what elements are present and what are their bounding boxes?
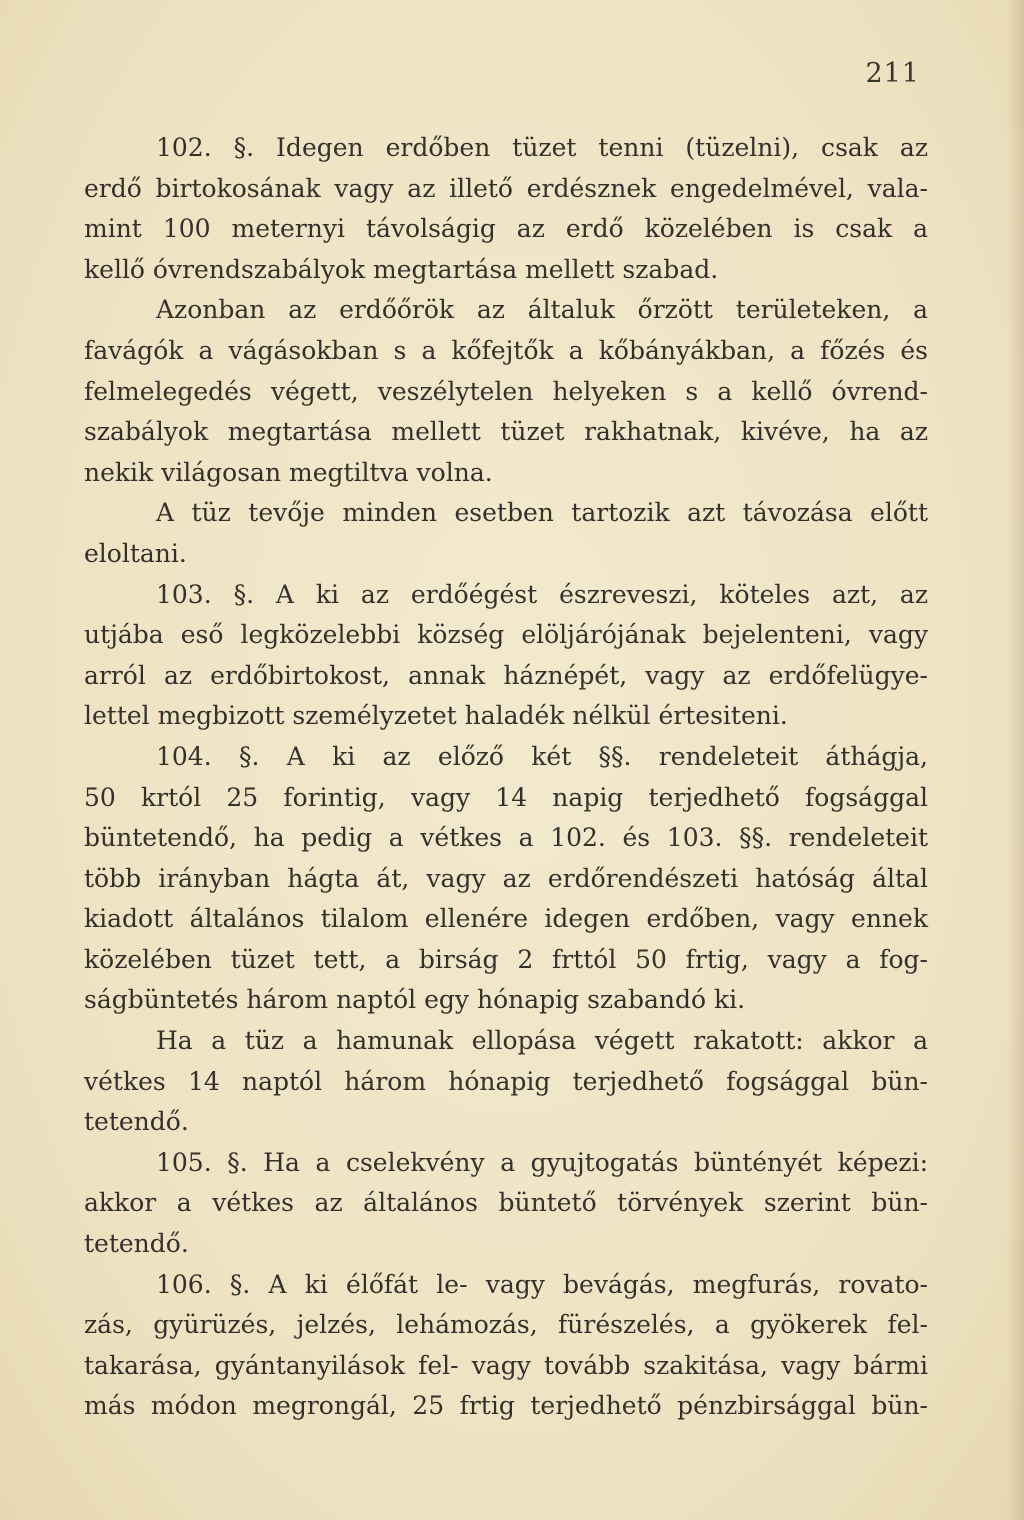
- text-line: favágók a vágásokban s a kőfejtők a kőbányákban, a főzés és: [84, 335, 928, 365]
- text-line: 103. §. A ki az erdőégést észreveszi, köteles azt, az: [156, 579, 928, 609]
- text-line: takarása, gyántanyilások fel- vagy tovább szakitása, vagy bármi: [84, 1350, 928, 1380]
- text-line: büntetendő, ha pedig a vétkes a 102. és 103. §§. rendeleteit: [84, 823, 928, 853]
- text-line: lettel megbizott személyzetet haladék nélkül értesiteni.: [84, 701, 788, 731]
- text-line: 106. §. A ki élőfát le- vagy bevágás, megfurás, rovato-: [156, 1269, 928, 1299]
- text-line: A tüz tevője minden esetben tartozik azt távozása előtt: [156, 498, 928, 528]
- text-line: zás, gyürüzés, jelzés, lehámozás, fürészelés, a gyökerek fel-: [84, 1310, 928, 1340]
- text-line: 105. §. Ha a cselekvény a gyujtogatás büntényét képezi:: [156, 1147, 928, 1177]
- text-line: vétkes 14 naptól három hónapig terjedhető fogsággal bün-: [84, 1066, 928, 1096]
- text-line: tetendő.: [84, 1229, 189, 1259]
- body-text: [84, 128, 928, 1427]
- text-line: más módon megrongál, 25 frtig terjedhető pénzbirsággal bün-: [84, 1391, 928, 1421]
- text-line: tetendő.: [84, 1107, 189, 1137]
- text-line: Ha a tüz a hamunak ellopása végett rakatott: akkor a: [156, 1026, 928, 1056]
- page-edge-shadow: [1006, 0, 1024, 1520]
- text-line: több irányban hágta át, vagy az erdőrendészeti hatóság által: [84, 863, 928, 893]
- text-line: szabályok megtartása mellett tüzet rakhatnak, kivéve, ha az: [84, 417, 928, 447]
- text-line: erdő birtokosának vagy az illető erdésznek engedelmével, vala-: [84, 173, 928, 203]
- text-line: kellő óvrendszabályok megtartása mellett szabad.: [84, 254, 719, 284]
- text-line: közelében tüzet tett, a birság 2 frttól 50 frtig, vagy a fog-: [84, 944, 928, 974]
- text-line: akkor a vétkes az általános büntető törvények szerint bün-: [84, 1188, 928, 1218]
- text-line: Azonban az erdőőrök az általuk őrzött területeken, a: [156, 295, 928, 325]
- text-line: felmelegedés végett, veszélytelen helyeken s a kellő óvrend-: [84, 376, 928, 406]
- text-line: 50 krtól 25 forintig, vagy 14 napig terjedhető fogsággal: [84, 782, 928, 812]
- text-line: mint 100 meternyi távolságig az erdő közelében is csak a: [84, 214, 928, 244]
- page-number: 211: [865, 58, 920, 89]
- text-line: arról az erdőbirtokost, annak háznépét, vagy az erdőfelügye-: [84, 660, 928, 690]
- text-line: 104. §. A ki az előző két §§. rendeleteit áthágja,: [156, 741, 928, 771]
- text-line: nekik világosan megtiltva volna.: [84, 457, 493, 487]
- text-line: eloltani.: [84, 538, 187, 568]
- text-line: utjába eső legközelebbi község elöljárójának bejelenteni, vagy: [84, 620, 928, 650]
- text-line: 102. §. Idegen erdőben tüzet tenni (tüzelni), csak az: [156, 133, 928, 162]
- text-line: kiadott általános tilalom ellenére idegen erdőben, vagy ennek: [84, 904, 928, 934]
- text-line: ságbüntetés három naptól egy hónapig szabandó ki.: [84, 985, 746, 1015]
